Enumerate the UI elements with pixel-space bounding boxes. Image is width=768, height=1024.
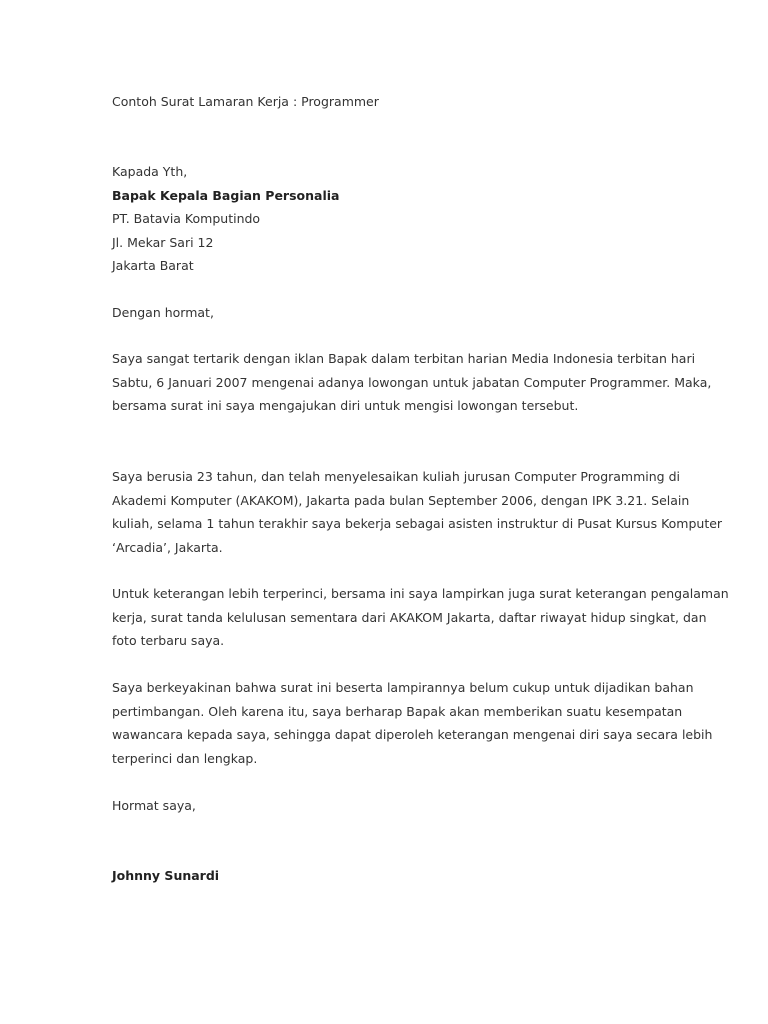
paragraph-line: terperinci dan lengkap. [112, 750, 258, 766]
document-title: Contoh Surat Lamaran Kerja : Programmer [112, 94, 379, 109]
recipient-company: PT. Batavia Komputindo [112, 211, 261, 226]
paragraph-background [112, 465, 722, 559]
recipient-street: Jl. Mekar Sari 12 [112, 234, 214, 250]
closing-block [112, 794, 196, 818]
paragraph-closing-request [112, 676, 712, 770]
paragraph-line: kuliah, selama 1 tahun terakhir saya bekerja sebagai asisten instruktur di Pusat Kursus Komputer [112, 516, 723, 531]
paragraph-attachments [112, 582, 729, 653]
recipient-city: Jakarta Barat [112, 258, 194, 273]
signer-name: Johnny Sunardi [112, 868, 220, 883]
signature-block [112, 864, 219, 888]
paragraph-line: kerja, surat tanda kelulusan sementara dari AKAKOM Jakarta, daftar riwayat hidup singkat, dan [112, 609, 707, 625]
paragraph-line: foto terbaru saya. [112, 633, 225, 648]
greeting-block [112, 301, 214, 325]
paragraph-line: ‘Arcadia’, Jakarta. [112, 539, 223, 555]
paragraph-line: Saya berkeyakinan bahwa surat ini beserta lampirannya belum cukup untuk dijadikan bahan [112, 680, 694, 695]
paragraph-line: Saya berusia 23 tahun, dan telah menyelesaikan kuliah jurusan Computer Programming di [112, 469, 680, 484]
paragraph-line: Untuk keterangan lebih terperinci, bersama ini saya lampirkan juga surat keterangan pengalaman [112, 586, 729, 601]
paragraph-line: Sabtu, 6 Januari 2007 mengenai adanya lowongan untuk jabatan Computer Programmer. Maka, [112, 374, 712, 390]
paragraph-line: Akademi Komputer (AKAKOM), Jakarta pada bulan September 2006, dengan IPK 3.21. Selain [112, 492, 690, 508]
paragraph-line: Saya sangat tertarik dengan iklan Bapak dalam terbitan harian Media Indonesia terbitan hari [112, 351, 696, 366]
paragraph-line: wawancara kepada saya, sehingga dapat diperoleh keterangan mengenai diri saya secara lebih [112, 727, 713, 742]
paragraph-line: bersama surat ini saya mengajukan diri untuk mengisi lowongan tersebut. [112, 398, 579, 413]
paragraph-interest [112, 347, 711, 418]
recipient-name: Bapak Kepala Bagian Personalia [112, 187, 340, 203]
recipient-salutation: Kapada Yth, [112, 164, 188, 179]
greeting: Dengan hormat, [112, 305, 214, 320]
paragraph-line: pertimbangan. Oleh karena itu, saya berharap Bapak akan memberikan suatu kesempatan [112, 703, 683, 719]
closing-phrase: Hormat saya, [112, 798, 196, 813]
recipient-block [112, 160, 339, 278]
